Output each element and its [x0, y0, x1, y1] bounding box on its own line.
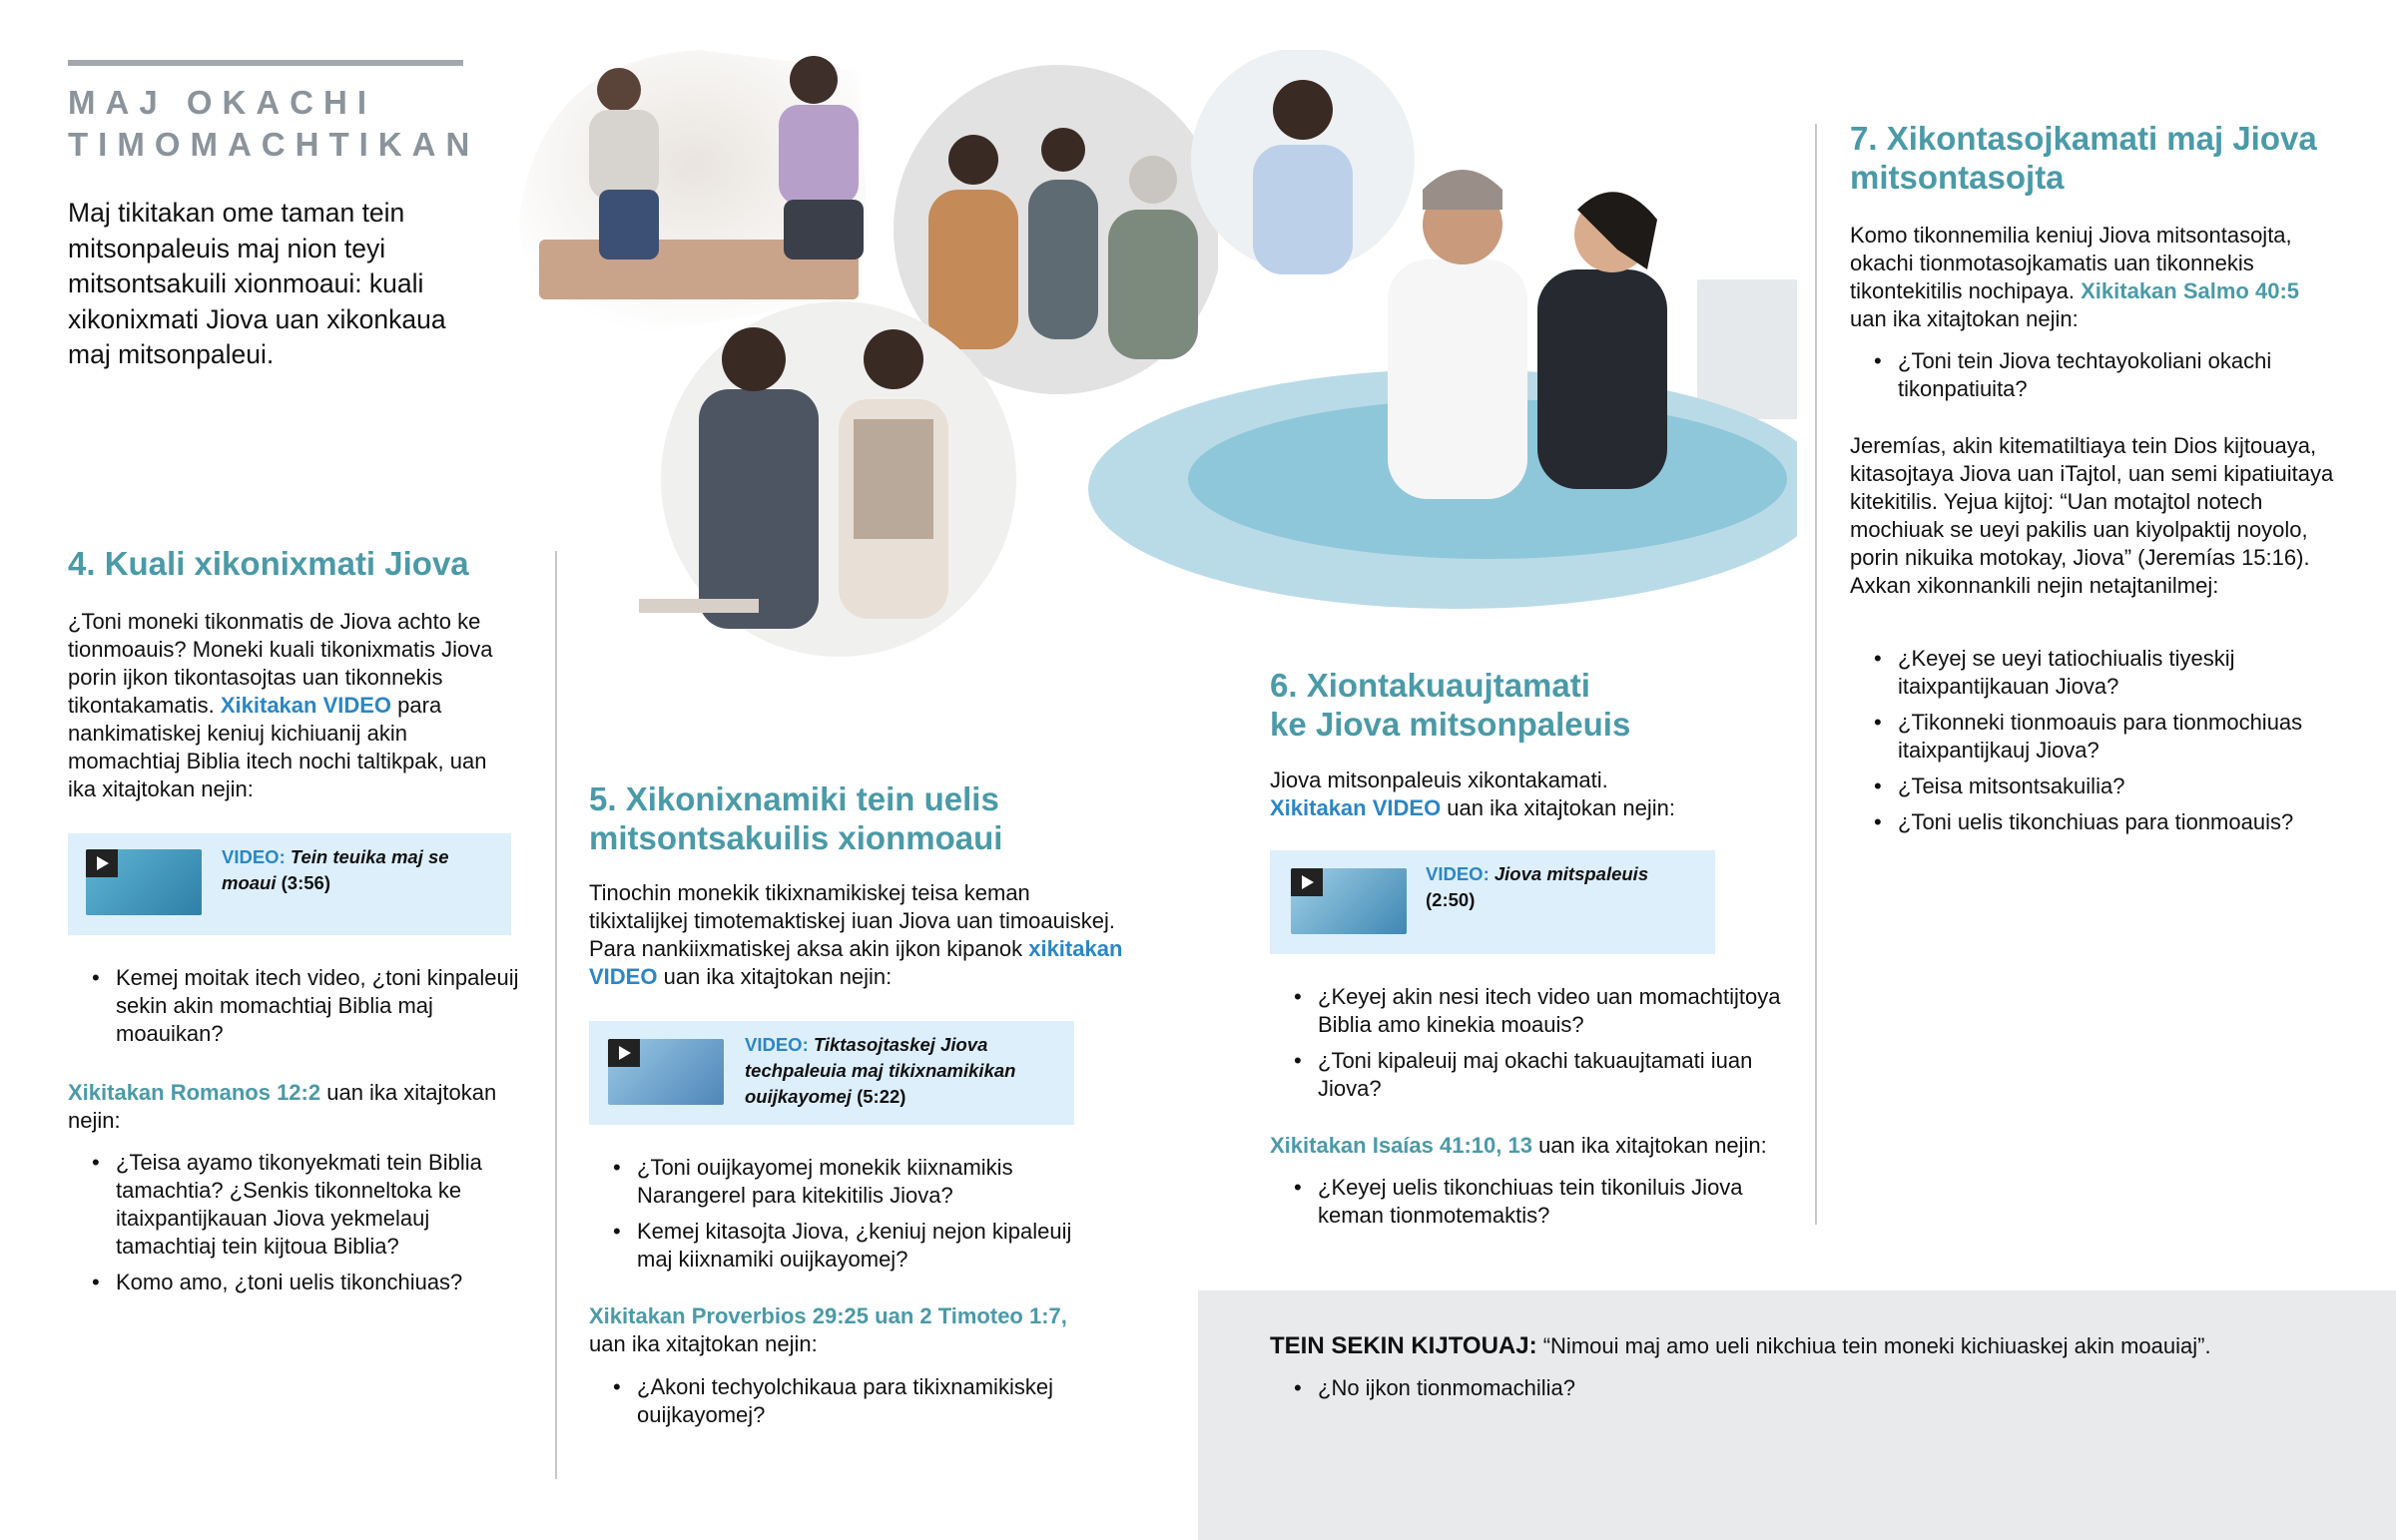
section-4-video-caption: [222, 844, 481, 896]
play-icon[interactable]: [1291, 868, 1323, 896]
section-7-body: [1850, 222, 2336, 333]
section-5-video-box[interactable]: [589, 1021, 1074, 1125]
list-item: • Komo amo, ¿toni uelis tikonchiuas?: [68, 1269, 507, 1296]
list-item: • ¿Toni ouijkayomej monekik kiixnamikis Narangerel para kitekitilis Jiova?: [589, 1154, 1088, 1210]
list-item: • ¿Teisa mitsontsakuilia?: [1850, 772, 2349, 800]
footer-bullets: [1270, 1374, 2069, 1410]
section-6-body-text: Jiova mitsonpaleuis xikontakamati.: [1270, 768, 1608, 792]
section-7-title-line-2: mitsontasojta: [1850, 159, 2065, 196]
section-5-body-text: Tinochin monekik tikixnamikiskej teisa keman tikixtalijkej timotemaktiskej iuan Jiova uan timoauiskej. Para nankiixmatiskej aksa akin ijkon kipanok: [589, 880, 1115, 961]
section-5-body: [589, 879, 1133, 991]
section-6-body: [1270, 767, 1799, 822]
section-4-body: [68, 608, 517, 803]
list-item: • ¿Tikonneki tionmoauis para tionmochiuas itaixpantijkauj Jiova?: [1850, 709, 2349, 765]
list-item: • ¿Keyej se ueyi tatiochiualis tiyeskij itaixpantijkauan Jiova?: [1850, 645, 2349, 701]
section-5-title-line-2: mitsontsakuilis xionmoaui: [589, 819, 1003, 856]
section-5-title: [589, 779, 1148, 857]
section-4-body-text-2: para nankimatiskej keniuj kichiuanij akin momachtiaj Biblia itech nochi taltikpak, uan ika xitajtokan nejin:: [68, 693, 487, 801]
column-divider-2: [1815, 124, 1817, 1225]
section-7-bullets-1: [1850, 347, 2349, 411]
video-thumbnail[interactable]: [608, 1039, 724, 1105]
list-item: • Kemej kitasojta Jiova, ¿keniuj nejon kipaleuij maj kiixnamiki ouijkayomej?: [589, 1218, 1088, 1274]
footer-quote: “Nimoui maj amo ueli nikchiua tein moneki kichiuaskej akin moauiaj”.: [1536, 1333, 2211, 1358]
section-4-body-text: ¿Toni moneki tikonmatis de Jiova achto ke tionmoauis? Moneki kuali tikonixmatis Jiova porin ijkon tikontasojtas uan tikonnekis tikontakamatis.: [68, 609, 493, 718]
list-item: • ¿Toni uelis tikonchiuas para tionmoauis?: [1850, 808, 2349, 836]
section-6-title-line-1: 6. Xiontakuaujtamati: [1270, 667, 1590, 704]
video-label: VIDEO:: [745, 1034, 809, 1055]
section-6-ref-tail: uan ika xitajtokan nejin:: [1531, 1133, 1767, 1158]
video-title: Tein teuika maj se moaui: [222, 846, 449, 893]
section-6-scripture-ref[interactable]: Xikitakan Isaías 41:10, 13: [1270, 1133, 1532, 1158]
section-6-body-tail: uan ika xitajtokan nejin:: [1441, 795, 1676, 820]
kicker: [68, 82, 507, 166]
section-6-ref-line: [1270, 1132, 1809, 1160]
section-4-bullets-1: [68, 964, 527, 1056]
section-4-video-box[interactable]: [68, 833, 511, 935]
list-item: • ¿Toni kipaleuij maj okachi takuaujtamati iuan Jiova?: [1270, 1047, 1799, 1103]
header-rule: [68, 60, 463, 66]
section-7-body-text: Komo tikonnemilia keniuj Jiova mitsontasojta, okachi tionmotasojkamatis uan tikonnekis tikontekitilis nochipaya.: [1850, 223, 2292, 303]
section-7-title: [1850, 119, 2369, 197]
section-5-bullets-2: [589, 1373, 1088, 1437]
section-4-title: 4. Kuali xikonixmati Jiova: [68, 545, 469, 582]
section-5-ref-tail: uan ika xitajtokan nejin:: [589, 1331, 818, 1356]
section-6-bullets-1: [1270, 983, 1799, 1111]
list-item: • Kemej moitak itech video, ¿toni kinpaleuij sekin akin momachtiaj Biblia maj moauikan?: [68, 964, 527, 1048]
section-4-scripture-ref[interactable]: Xikitakan Romanos 12:2: [68, 1080, 321, 1105]
section-5-title-line-1: 5. Xikonixnamiki tein uelis: [589, 780, 999, 817]
video-label: VIDEO:: [1426, 863, 1490, 884]
video-thumbnail[interactable]: [86, 849, 202, 915]
list-item: • ¿Keyej akin nesi itech video uan momachtijtoya Biblia amo kinekia moauis?: [1270, 983, 1799, 1039]
list-item: • ¿No ijkon tionmomachilia?: [1270, 1374, 2069, 1402]
section-4-ref-line: [68, 1079, 527, 1135]
section-4-ref-tail: uan ika xitajtokan nejin:: [68, 1080, 497, 1133]
list-item: • ¿Akoni techyolchikaua para tikixnamikiskej ouijkayomej?: [589, 1373, 1088, 1429]
section-7-scripture-ref[interactable]: Xikitakan Salmo 40:5: [2081, 278, 2300, 303]
video-duration: (2:50): [1426, 889, 1476, 910]
section-5-video-link[interactable]: xikitakan VIDEO: [589, 936, 1123, 989]
section-7-title-line-1: 7. Xikontasojkamati maj Jiova: [1850, 120, 2317, 157]
illustration-baptism: [1058, 50, 1797, 629]
list-item: • ¿Toni tein Jiova techtayokoliani okachi tikonpatiuita?: [1850, 347, 2349, 403]
section-6-bullets-2: [1270, 1174, 1789, 1238]
section-6-title-line-2: ke Jiova mitsonpaleuis: [1270, 706, 1631, 743]
section-7-ref-tail: uan ika xitajtokan nejin:: [1850, 306, 2079, 331]
intro-text: Maj tikitakan ome taman tein mitsonpaleuis maj nion teyi mitsontsakuili xionmoaui: kuali xikonixmati Jiova uan xikonkaua maj mitsonpaleui.: [68, 198, 446, 369]
section-7-body-2: Jeremías, akin kitematiltiaya tein Dios kijtouaya, kitasojtaya Jiova uan iTajtol, uan semi kipatiuitaya kitekitilis. Yejua kijtoj: “Uan motajtol notech mochiuak se ueyi pakilis uan kiyolpaktij noyolo, porin nikuika motokay, Jiova” (Jeremías 15:16). Axkan xikonnankili nejin netajtanilmej:: [1850, 433, 2334, 598]
footer-quote-line: [1270, 1332, 2378, 1360]
play-icon[interactable]: [608, 1039, 640, 1067]
section-5-video-caption: [745, 1032, 1044, 1110]
section-6-video-box[interactable]: [1270, 850, 1715, 954]
video-duration: (5:22): [857, 1086, 906, 1107]
section-5-bullets-1: [589, 1154, 1088, 1282]
section-5-scripture-ref[interactable]: Xikitakan Proverbios 29:25 uan 2 Timoteo 1:7,: [589, 1303, 1067, 1328]
kicker-line-2: TIMOMACHTIKAN: [68, 126, 480, 163]
list-item: • ¿Teisa ayamo tikonyekmati tein Biblia tamachtia? ¿Senkis tikonneltoka ke itaixpantijkauan Jiova yekmelauj tamachtiaj tein kijtoua Biblia?: [68, 1149, 507, 1261]
section-6-video-caption: [1426, 861, 1695, 913]
video-label: VIDEO:: [222, 846, 286, 867]
section-6-title: [1270, 666, 1809, 744]
section-4-video-link[interactable]: Xikitakan VIDEO: [220, 693, 392, 718]
section-5-ref-line: [589, 1302, 1108, 1358]
list-item: • ¿Keyej uelis tikonchiuas tein tikoniluis Jiova keman tionmotemaktis?: [1270, 1174, 1789, 1230]
column-divider-1: [555, 551, 557, 1479]
section-5-body-tail: uan ika xitajtokan nejin:: [657, 964, 893, 989]
play-icon[interactable]: [86, 849, 118, 877]
section-7-bullets-2: [1850, 645, 2349, 844]
video-duration: (3:56): [281, 872, 330, 893]
video-title: Tiktasojtaskej Jiova techpaleuia maj tikixnamikikan ouijkayomej: [745, 1034, 1016, 1107]
kicker-line-1: MAJ OKACHI: [68, 84, 377, 121]
video-thumbnail[interactable]: [1291, 868, 1407, 934]
video-title: Jiova mitspaleuis: [1494, 863, 1649, 884]
footer-panel: [1198, 1290, 2396, 1540]
footer-label: TEIN SEKIN KIJTOUAJ:: [1270, 1332, 1537, 1359]
section-6-video-link[interactable]: Xikitakan VIDEO: [1270, 795, 1442, 820]
section-4-bullets-2: [68, 1149, 507, 1304]
